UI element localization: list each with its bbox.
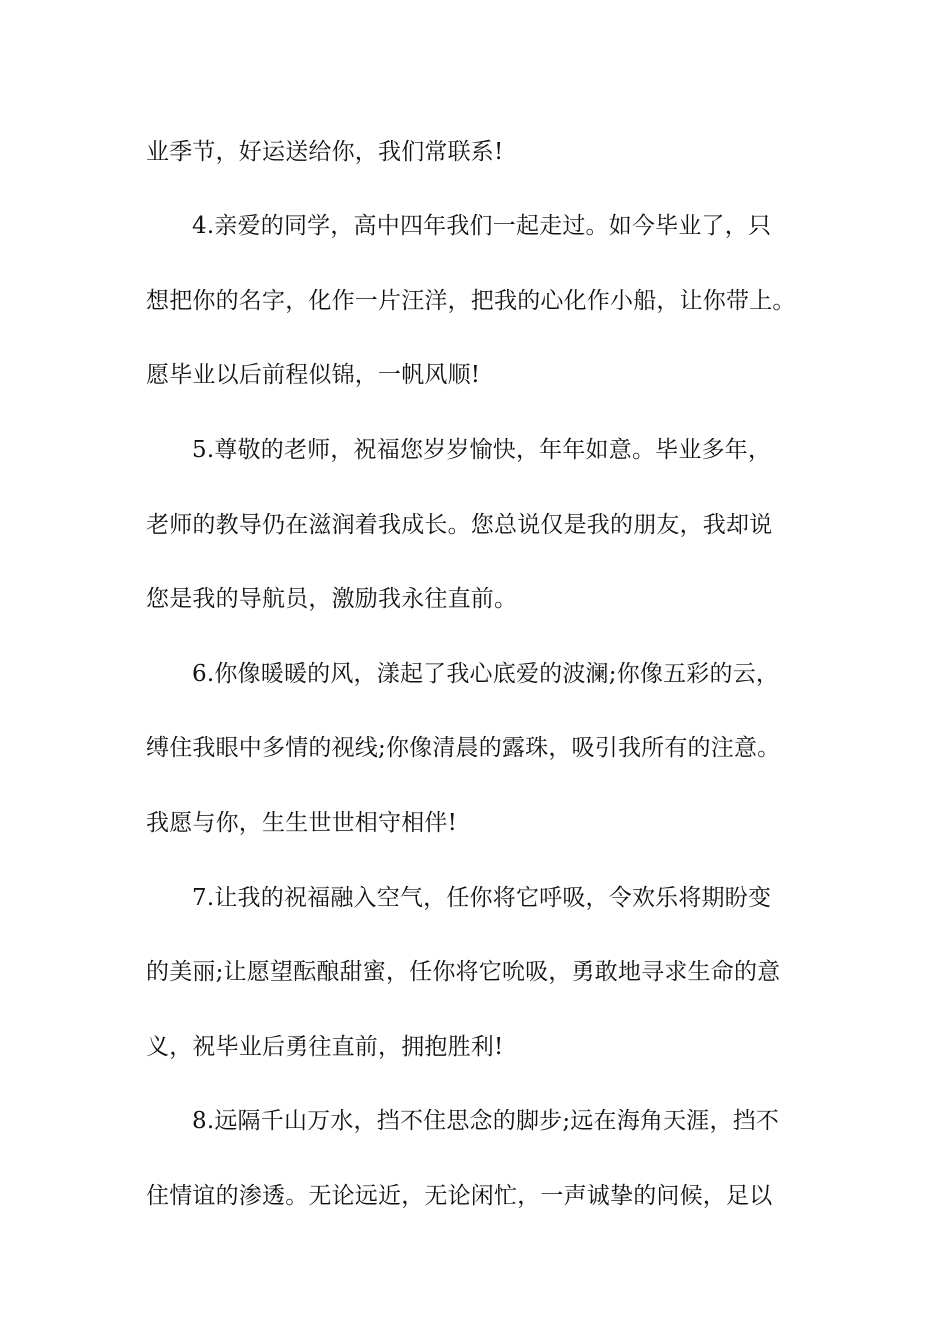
text-line: 义，祝毕业后勇往直前，拥抱胜利! <box>146 1034 504 1060</box>
text-line: 想把你的名字，化作一片汪洋，把我的心化作小船，让你带上。 <box>146 288 796 314</box>
text-line: 的美丽;让愿望酝酿甜蜜，任你将它吮吸，勇敢地寻求生命的意 <box>146 959 781 985</box>
text-line: 我愿与你，生生世世相守相伴! <box>146 810 458 836</box>
paragraph-7-line-1: 7.让我的祝福融入空气，任你将它呼吸，令欢乐将期盼变 <box>192 885 772 911</box>
text-line: 住情谊的渗透。无论远近，无论闲忙，一声诚挚的问候，足以 <box>146 1183 773 1209</box>
paragraph-6-line-1: 6.你像暖暖的风，漾起了我心底爱的波澜;你像五彩的云， <box>192 661 780 687</box>
text-line: 业季节，好运送给你，我们常联系! <box>146 139 504 165</box>
text-line: 您是我的导航员，激励我永往直前。 <box>146 586 518 612</box>
paragraph-4-line-1: 4.亲爱的同学，高中四年我们一起走过。如今毕业了，只 <box>192 213 772 239</box>
text-line: 缚住我眼中多情的视线;你像清晨的露珠，吸引我所有的注意。 <box>146 735 781 761</box>
text-line: 老师的教导仍在滋润着我成长。您总说仅是我的朋友，我却说 <box>146 512 773 538</box>
paragraph-5-line-1: 5.尊敬的老师，祝福您岁岁愉快，年年如意。毕业多年， <box>192 437 772 463</box>
paragraph-8-line-1: 8.远隔千山万水，挡不住思念的脚步;远在海角天涯，挡不 <box>192 1108 780 1134</box>
text-line: 愿毕业以后前程似锦，一帆风顺! <box>146 362 481 388</box>
